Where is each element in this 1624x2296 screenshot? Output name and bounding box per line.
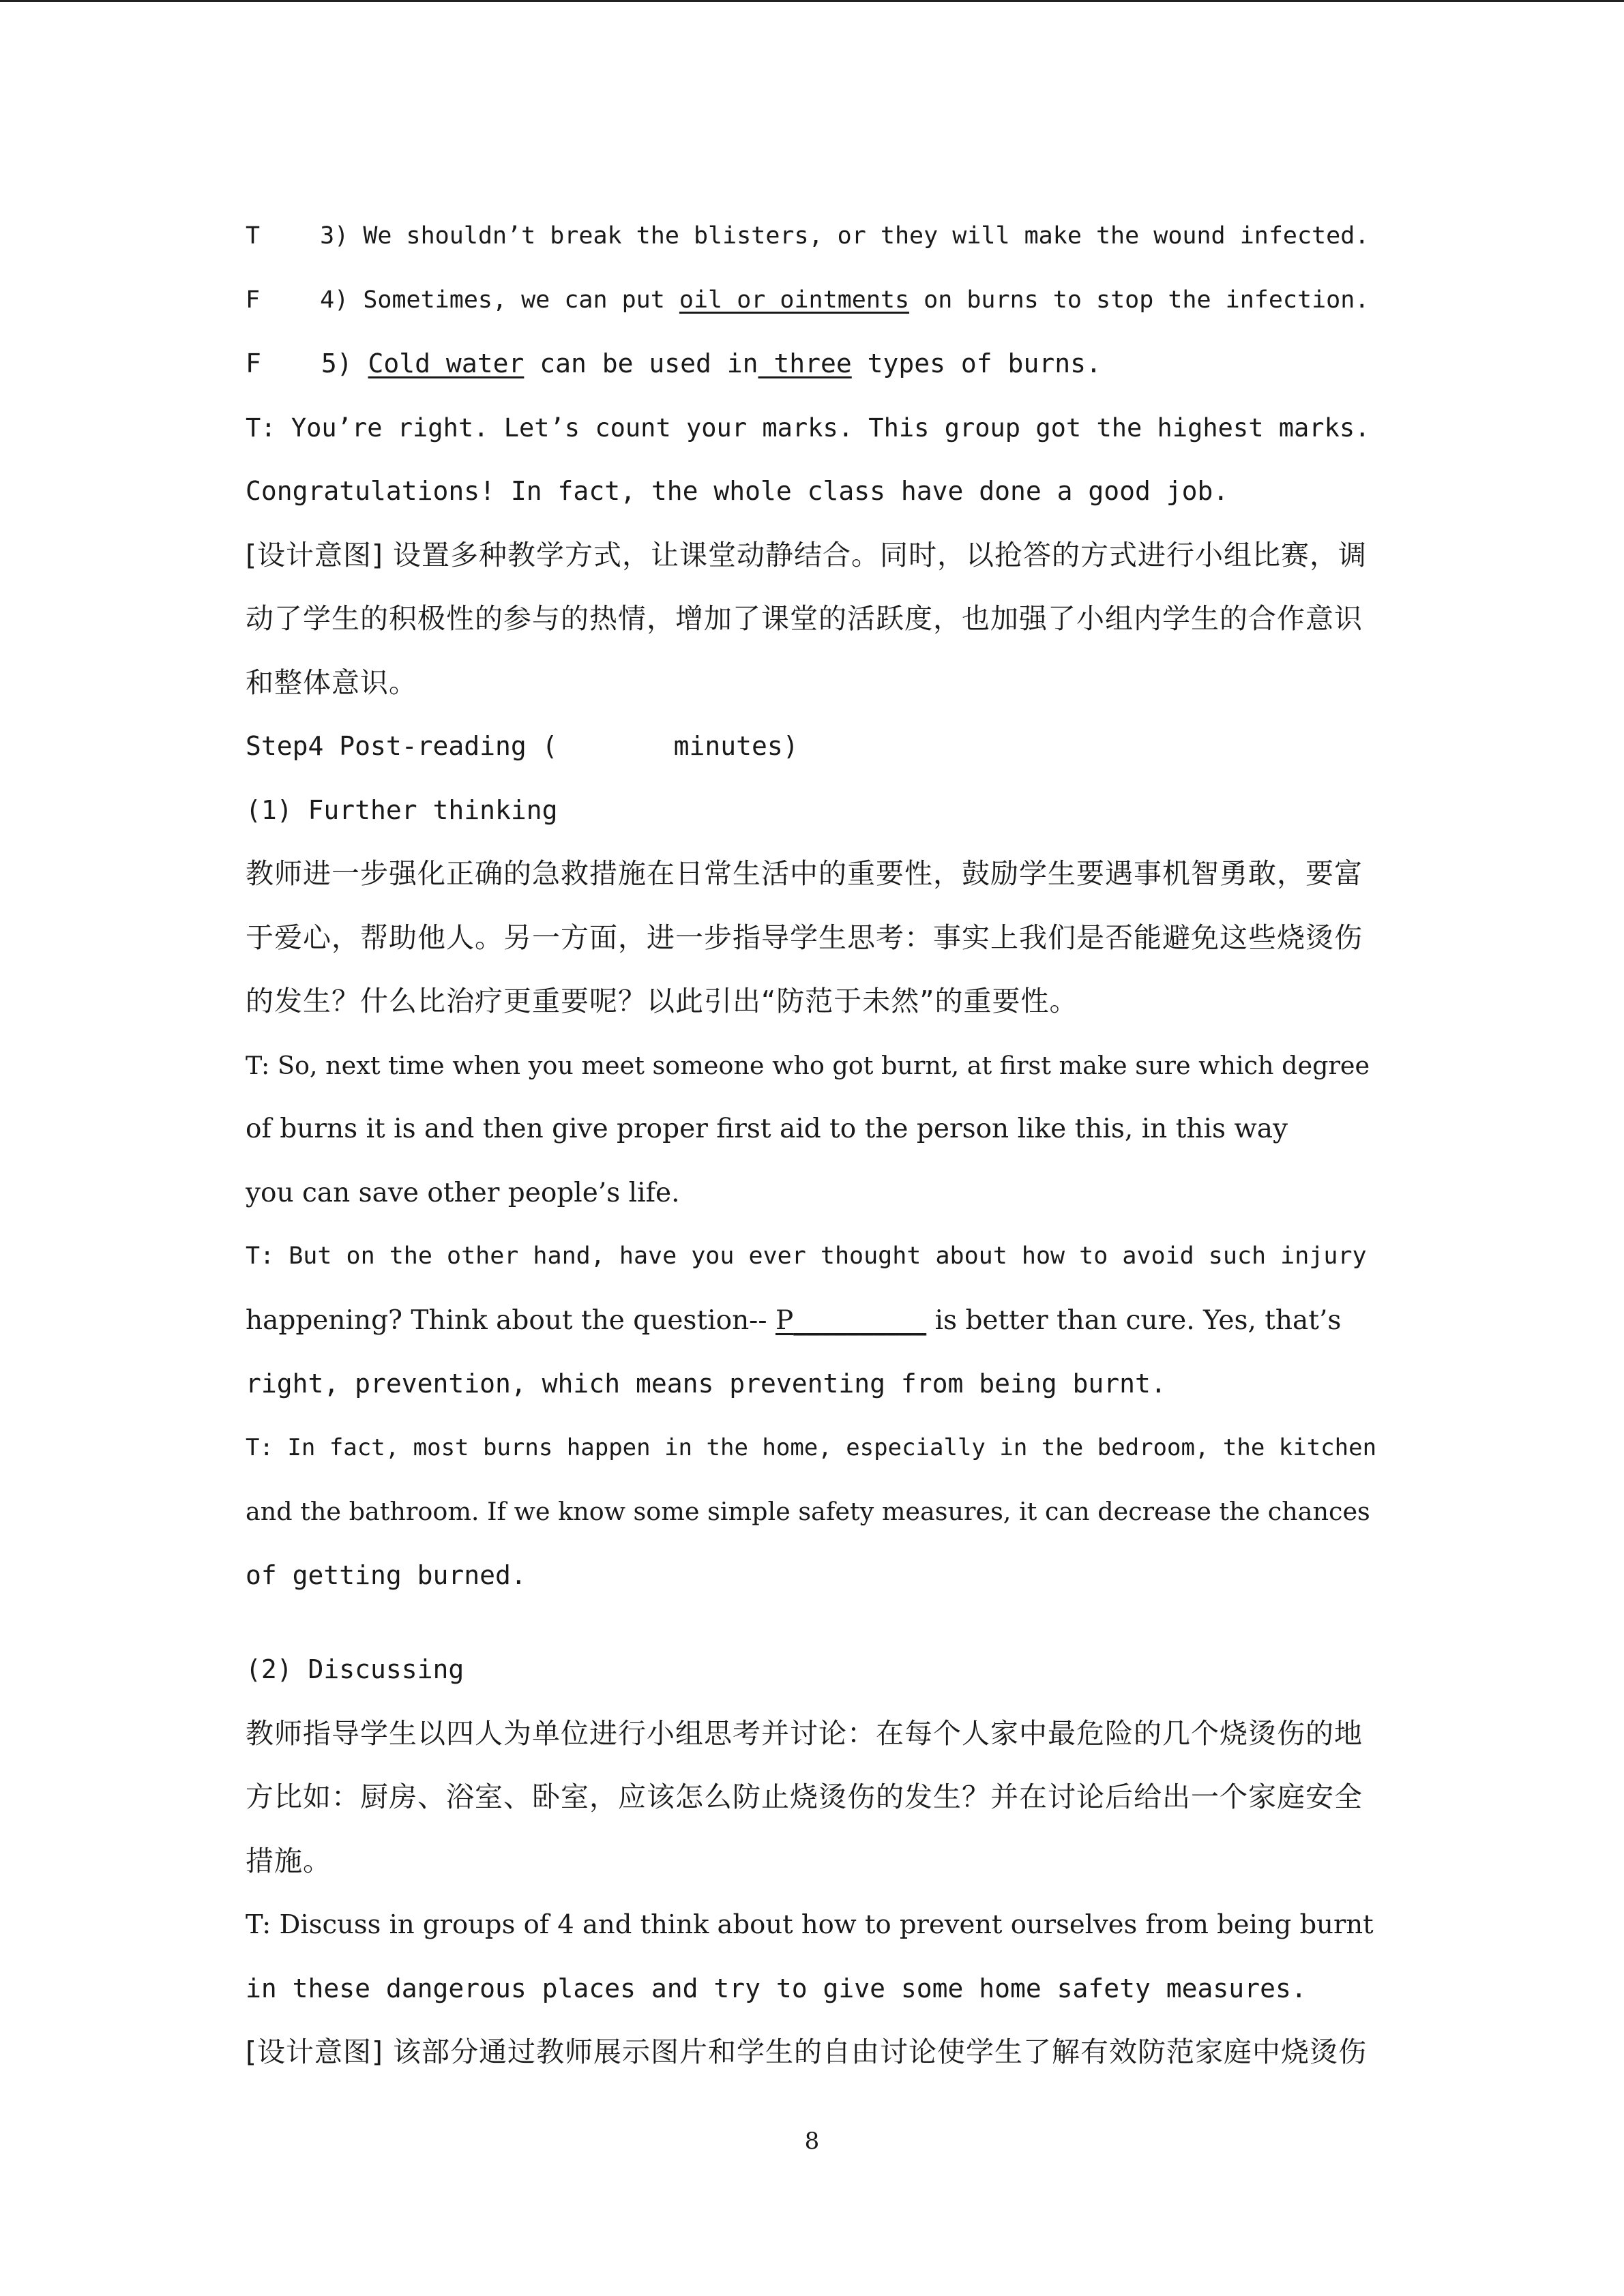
discussing-text: 教师指导学生以四人为单位进行小组思考并讨论：在每个人家中最危险的几个烧烫伤的地 xyxy=(246,1716,1363,1750)
tf-mark: F xyxy=(246,348,261,378)
tf-mark: T xyxy=(246,222,261,250)
tf-mark: F xyxy=(246,286,261,314)
tf-number: 4) xyxy=(320,286,349,314)
tf-underlined-phrase: oil or ointments xyxy=(679,286,910,314)
teacher-line: and the bathroom. If we know some simple safety measures, it can decrease the chances xyxy=(246,1497,1370,1526)
teacher-line: of burns it is and then give proper first aid to the person like this, in this way xyxy=(246,1114,1288,1144)
discussing-text: 措施。 xyxy=(246,1844,331,1877)
page-number: 8 xyxy=(804,2128,820,2155)
step4-heading xyxy=(246,715,1378,779)
tf-statement-post: on burns to stop the infection. xyxy=(909,286,1370,314)
design-intent-line: [设计意图] 该部分通过教师展示图片和学生的自由讨论使学生了解有效防范家庭中烧烫伤 xyxy=(246,2036,1368,2068)
teacher-line: T: You’re right. Let’s count your marks. This group got the highest marks. xyxy=(246,413,1370,443)
tf-underlined-phrase-2: three xyxy=(758,348,852,378)
discussing-heading: (2) Discussing xyxy=(246,1654,464,1684)
teacher-line: of getting burned. xyxy=(246,1560,527,1590)
design-intent-line: [设计意图] 设置多种教学方式，让课堂动静结合。同时，以抢答的方式进行小组比赛，调 xyxy=(246,538,1368,571)
paragraph-gap xyxy=(246,1607,1378,1638)
discussing-text: 方比如：厨房、浴室、卧室，应该怎么防止烧烫伤的发生？并在讨论后给出一个家庭安全 xyxy=(246,1780,1363,1813)
teacher-line: T: Discuss in groups of 4 and think about how to prevent ourselves from being burnt xyxy=(246,1909,1374,1940)
teacher-text-pre: happening? Think about the question-- xyxy=(246,1304,776,1336)
teacher-line: T: But on the other hand, have you ever thought about how to avoid such injury xyxy=(246,1242,1367,1270)
document-body xyxy=(246,205,1378,2085)
tf-statement: We shouldn’t break the blisters, or they will make the wound infected. xyxy=(363,222,1370,250)
teacher-line: Congratulations! In fact, the whole class have done a good job. xyxy=(246,476,1229,506)
teacher-line-with-blank xyxy=(246,1289,1378,1353)
tf-statement-pre: Sometimes, we can put xyxy=(363,286,679,314)
teacher-line: you can save other people’s life. xyxy=(246,1177,680,1208)
tf-statement-post: types of burns. xyxy=(851,348,1102,378)
teacher-line: T: So, next time when you meet someone who got burnt, at first make sure which degree xyxy=(246,1050,1370,1080)
further-thinking-text: 的发生？什么比治疗更重要呢？以此引出“防范于未然”的重要性。 xyxy=(246,985,1078,1017)
further-thinking-text: 教师进一步强化正确的急救措施在日常生活中的重要性，鼓励学生要遇事机智勇敢，要富 xyxy=(246,857,1363,890)
step4-prefix: Step4 Post-reading ( xyxy=(246,731,558,761)
step4-suffix: minutes) xyxy=(673,731,799,761)
tf-item-5 xyxy=(246,332,1378,396)
teacher-line: right, prevention, which means preventing from being burnt. xyxy=(246,1369,1166,1399)
tf-statement-mid: can be used in xyxy=(524,348,758,378)
tf-item-3 xyxy=(246,205,1378,269)
tf-underlined-phrase: Cold water xyxy=(368,348,525,378)
blank-letter: P xyxy=(775,1304,794,1336)
fill-in-blank: P__________ xyxy=(775,1304,927,1336)
design-intent-line: 和整体意识。 xyxy=(246,666,417,699)
further-thinking-heading: (1) Further thinking xyxy=(246,794,558,825)
teacher-text-post: is better than cure. Yes, that’s xyxy=(926,1304,1342,1336)
tf-item-4 xyxy=(246,269,1378,333)
teacher-line: T: In fact, most burns happen in the home, especially in the bedroom, the kitchen xyxy=(246,1433,1377,1461)
tf-number: 5) xyxy=(321,348,353,378)
further-thinking-text: 于爱心，帮助他人。另一方面，进一步指导学生思考：事实上我们是否能避免这些烧烫伤 xyxy=(246,921,1363,954)
page-top-border xyxy=(0,0,1624,2)
design-intent-line: 动了学生的积极性的参与的热情，增加了课堂的活跃度，也加强了小组内学生的合作意识 xyxy=(246,602,1363,635)
teacher-line: in these dangerous places and try to give some home safety measures. xyxy=(246,1973,1307,2003)
tf-number: 3) xyxy=(320,222,349,250)
